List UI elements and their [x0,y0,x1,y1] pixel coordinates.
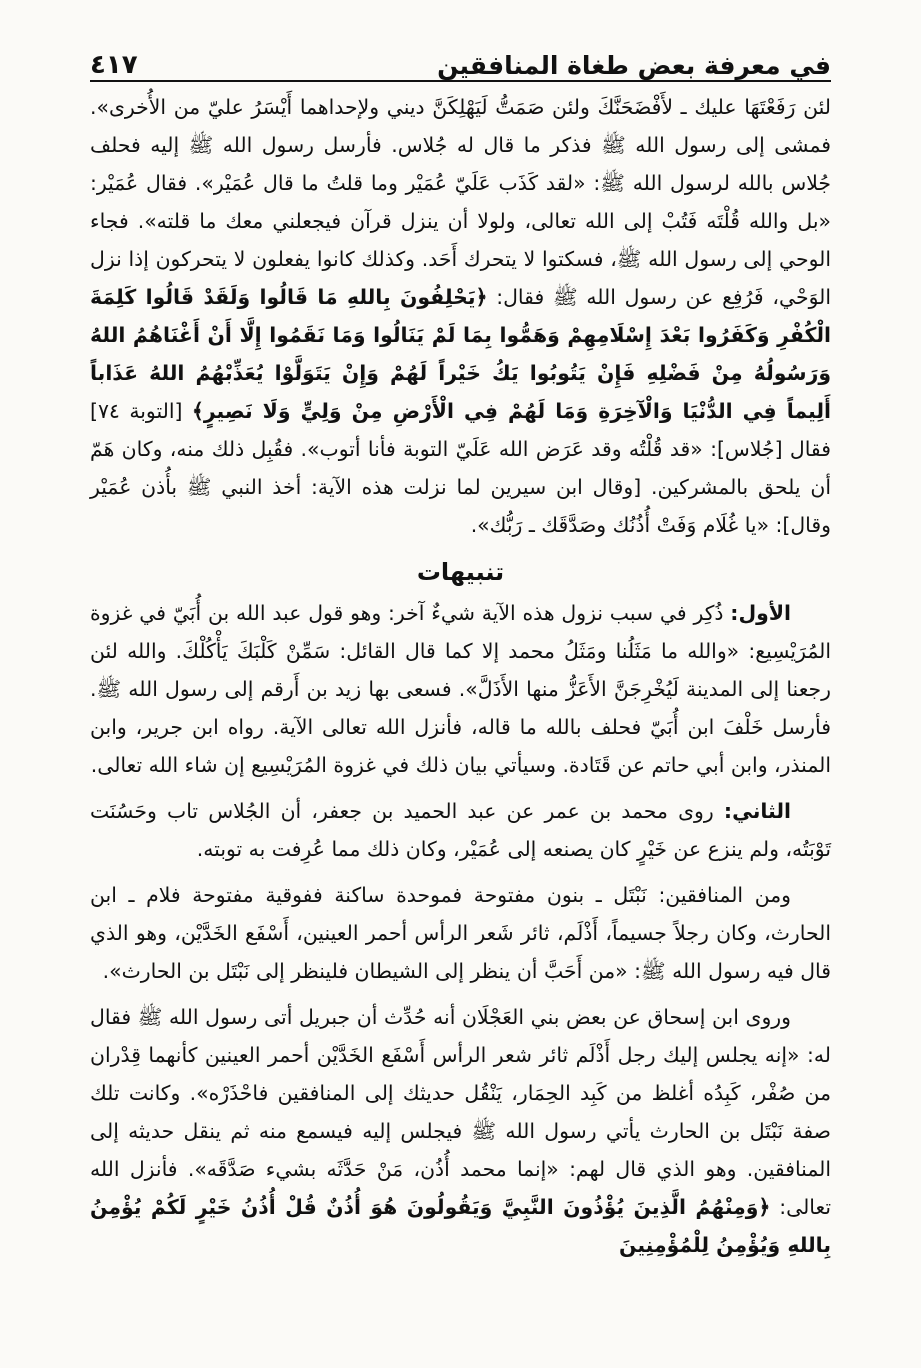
note-label-first: الأول: [730,601,791,625]
page-number: ٤١٧ [90,50,138,80]
quran-verse-tawbah-61: ﴿وَمِنْهُمُ الَّذِينَ يُؤْذُونَ النَّبِيَّ وَيَقُولُونَ هُوَ أُذُنٌ قُلْ أُذُنُ خَيْرٍ لَكُمْ يُؤْمِنُ بِاللهِ وَيُؤْمِنُ لِلْمُؤْمِنِينَ [90,1195,831,1257]
paragraph-ibn-ishaq [90,998,831,1264]
note-label-second: الثاني: [723,799,791,823]
quran-verse-tawbah-74: ﴿يَحْلِفُونَ بِاللهِ مَا قَالُوا وَلَقَدْ قَالُوا كَلِمَةَ الْكُفْرِ وَكَفَرُوا بَعْدَ إِسْلَامِهِمْ وَهَمُّوا بِمَا لَمْ يَنَالُوا وَمَا نَقَمُوا إِلَّا أَنْ أَغْنَاهُمُ اللهُ وَرَسُولُهُ مِنْ فَضْلِهِ فَإِنْ يَتُوبُوا يَكُ خَيْراً لَهُمْ وَإِنْ يَتَوَلَّوْا يُعَذِّبْهُمُ اللهُ عَذَاباً أَلِيماً فِي الدُّنْيَا وَالْآخِرَةِ وَمَا لَهُمْ فِي الْأَرْضِ مِنْ وَلِيٍّ وَلَا نَصِيرٍ﴾ [90,285,831,423]
paragraph-jullas-story [90,88,831,544]
page-content [90,88,831,1264]
paragraph-note-second [90,792,831,868]
paragraph-text: روى محمد بن عمر عن عبد الحميد بن جعفر، أن الجُلاس تاب وحَسُنَت تَوْبَتُه، ولم ينزع عن خَيْرٍ كان يصنعه إلى عُمَيْر، وكان ذلك مما عُرِفت به توبته. [90,799,831,861]
paragraph-text: ذُكِر في سبب نزول هذه الآية شيءٌ آخر: وهو قول عبد الله بن أُبَيّ في غزوة المُرَيْسِيع: «والله ما مَثَلُنا ومَثَلُ محمد إلا كما قال القائل: سَمِّنْ كَلْبَكَ يَأْكُلْكَ. والله لئن رجعنا إلى المدينة لَيُخْرِجَنَّ الأَعَزُّ منها الأَذَلَّ». فسعى بها زيد بن أَرقم إلى رسول الله ﷺ. فأرسل خَلْفَ ابن أُبَيّ فحلف بالله ما قاله، فأنزل الله تعالى الآية. رواه ابن جرير، وابن المنذر، وابن أبي حاتم عن قَتَادة. وسيأتي بيان ذلك في غزوة المُرَيْسِيع إن شاء الله تعالى. [90,601,831,777]
running-title: في معرفة بعض طغاة المنافقين [437,51,831,80]
paragraph-text: [التوبة ٧٤] فقال [جُلاس]: «قد قُلْتُه وقد عَرَض الله عَلَيّ التوبة فأنا أتوب». فقُبِل ذلك منه، وكان هَمّ أن يلحق بالمشركين. [وقال ابن سيرين لما نزلت هذه الآية: أخذ النبي ﷺ بأُذن عُمَيْر وقال]: «يا غُلَام وَفَتْ أُذُنُك وصَدَّقَك ـ رَبُّك». [90,399,831,537]
paragraph-note-first [90,594,831,784]
paragraph-text: ومن المنافقين: نَبْتَل ـ بنون مفتوحة فموحدة ساكنة ففوقية مفتوحة فلام ـ ابن الحارث، وكان رجلاً جسيماً، أَذْلَم، ثائر شَعر الرأس أحمر العينين، أَسْفَع الخَدَّيْن، وهو الذي قال فيه رسول الله ﷺ: «من أَحَبَّ أن ينظر إلى الشيطان فلينظر إلى نَبْتَل بن الحارث». [90,883,831,983]
section-heading: تنبيهات [416,558,505,586]
paragraph-nabtal [90,876,831,990]
paragraph-text: لئن رَفَعْتَهَا عليك ـ لأَفْضَحَنَّكَ ولئن صَمَتُّ لَيَهْلِكَنَّ ديني ولإحداهما أَيْسَرُ عليّ من الأُخرى». فمشى إلى رسول الله ﷺ فذكر ما قال له جُلاس. فأرسل رسول الله ﷺ إليه فحلف جُلاس بالله لرسول الله ﷺ: «لقد كَذَب عَلَيّ عُمَيْر وما قلتُ ما قال عُمَيْر». فقال عُمَيْر: «بل والله قُلْتَه فَتُبْ إلى الله تعالى، ولولا أن ينزل قرآن فيجعلني معك ما قلته». فجاء الوحي إلى رسول الله ﷺ، فسكتوا لا يتحرك أَحَد. وكذلك كانوا يفعلون لا يتحركون إذا نزل الوَحْي، فَرُفِع عن رسول الله ﷺ فقال: [90,95,832,309]
paragraph-text: وروى ابن إسحاق عن بعض بني العَجْلَان أنه حُدِّث أن جبريل أتى رسول الله ﷺ فقال له: «إنه يجلس إليك رجل أَذْلَم ثائر شعر الرأس أَسْفَع الخَدَّيْن أحمر العينين كأنهما قِدْران من صُفْر، كَبِدُه أغلظ من كَبِد الحِمَار، يَنْقُل حديثك إلى المنافقين فاحْذَرْه». وكانت تلك صفة نَبْتَل بن الحارث يأتي رسول الله ﷺ فيجلس إليه فيسمع منه ثم ينقل حديثه إلى المنافقين. وهو الذي قال لهم: «إنما محمد أُذُن، مَنْ حَدَّثَه بشيء صَدَّقَه». فأنزل الله تعالى: [90,1005,832,1219]
running-header [90,36,831,82]
